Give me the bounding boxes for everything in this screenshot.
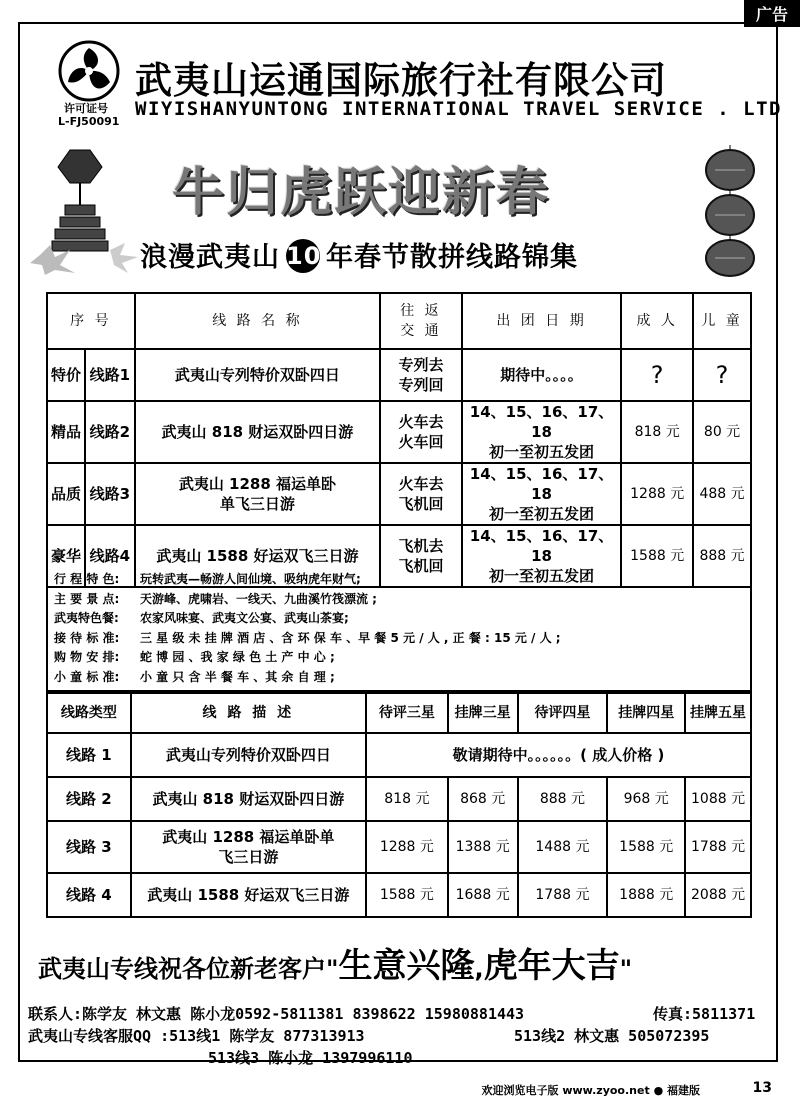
price-cell: 888 元 [518, 777, 608, 821]
child-price-cell: 488 元 [693, 463, 751, 525]
detail-line: 小 童 标 准: 小 童 只 含 半 餐 车 、其 余 自 理 ; [54, 669, 335, 684]
trip-details [46, 566, 752, 692]
table-row [47, 349, 751, 401]
price-cell: 1088 元 [685, 777, 751, 821]
route-name-cell: 武夷山 1288 福运单卧单飞三日游 [135, 463, 380, 525]
route-type-cell: 线路 2 [47, 777, 131, 821]
detail-line: 主 要 景 点: 天游峰、虎啸岩、一线天、九曲溪竹筏漂流 ; [54, 591, 377, 606]
qq-line-1: 武夷山专线客服QQ :513线1 陈学友 877313913 [28, 1027, 365, 1045]
header-cell: 出 团 日 期 [462, 293, 621, 349]
child-price-cell: ? [693, 349, 751, 401]
transport-cell: 火车去 飞机回 [380, 463, 462, 525]
banner-headline: 牛归虎跃迎新春 [172, 163, 551, 223]
company-name-en: WIYISHANYUNTONG INTERNATIONAL TRAVEL SERVICE . LTD [135, 98, 782, 120]
route-type-cell: 线路 1 [47, 733, 131, 777]
route-desc-cell: 武夷山专列特价双卧四日 [131, 733, 366, 777]
license-label: 许可证号 [64, 102, 108, 115]
slogan-part-2: 虎年大吉 [483, 946, 620, 986]
header-cell: 待评四星 [518, 693, 608, 733]
slogan-part-1: 生意兴隆 [338, 946, 475, 986]
route-desc-cell: 武夷山 818 财运双卧四日游 [131, 777, 366, 821]
table-header-row [47, 693, 751, 733]
hotel-price-table [46, 692, 752, 918]
route-number-cell: 线路1 [85, 349, 135, 401]
header-cell: 成 人 [621, 293, 693, 349]
category-cell: 特价 [47, 349, 85, 401]
ad-tag: 广告 [744, 0, 800, 27]
subtitle-before: 浪漫武夷山 [140, 242, 280, 273]
route-type-cell: 线路 3 [47, 821, 131, 873]
subtitle-number: 10 [286, 239, 320, 273]
company-name-cn: 武夷山运通国际旅行社有限公司 [135, 59, 667, 102]
category-cell: 豪华 [47, 525, 85, 587]
date-cell: 14、15、16、17、18 初一至初五发团 [462, 525, 621, 587]
qq-line-3: 513线3 陈小龙 1397996110 [208, 1049, 413, 1067]
detail-line: 武夷特色餐: 农家风味宴、武夷文公宴、武夷山茶宴; [54, 611, 349, 625]
header-cell: 挂牌四星 [607, 693, 685, 733]
table-header-row [47, 293, 751, 349]
contact-persons: 联系人:陈学友 林文惠 陈小龙0592-5811381 8398622 15980881443 [28, 1005, 525, 1023]
route-number-cell: 线路4 [85, 525, 135, 587]
route-price-table [46, 292, 752, 588]
date-cell: 14、15、16、17、18 初一至初五发团 [462, 463, 621, 525]
firecracker-icon [30, 145, 140, 275]
detail-line: 接 待 标 准: 三 星 级 未 挂 牌 酒 店 、含 环 保 车 、早 餐 5 元 / 人 , 正 餐 : 15 元 / 人 ; [54, 630, 561, 645]
lanterns-icon [695, 145, 765, 280]
child-price-cell: 888 元 [693, 525, 751, 587]
footer-site: 欢迎浏览电子版 www.zyoo.net ● 福建版 [481, 1084, 700, 1097]
child-price-cell: 80 元 [693, 401, 751, 463]
table-row [47, 463, 751, 525]
date-cell: 期待中。。。。 [462, 349, 621, 401]
greeting-slogan: 武夷山专线祝各位新老客户"生意兴隆,虎年大吉" [38, 946, 633, 986]
header-cell: 线 路 名 称 [135, 293, 380, 349]
price-cell: 1688 元 [448, 873, 518, 917]
header-cell: 往 返 交 通 [380, 293, 462, 349]
transport-cell: 专列去 专列回 [380, 349, 462, 401]
price-cell: 1788 元 [685, 821, 751, 873]
category-cell: 精品 [47, 401, 85, 463]
table-row [47, 401, 751, 463]
subtitle-after: 年春节散拼线路锦集 [326, 242, 578, 273]
price-cell: 1488 元 [518, 821, 608, 873]
qq-line-2: 513线2 林文惠 505072395 [514, 1027, 710, 1045]
route-name-cell: 武夷山专列特价双卧四日 [135, 349, 380, 401]
header-cell: 儿 童 [693, 293, 751, 349]
license-number: L-FJ50091 [58, 115, 120, 128]
price-note-cell: 敬请期待中。。。。。。( 成人价格 ) [366, 733, 751, 777]
transport-cell: 火车去 火车回 [380, 401, 462, 463]
table-row [47, 733, 751, 777]
page-footer [0, 1078, 800, 1100]
price-cell: 1788 元 [518, 873, 608, 917]
subtitle [140, 235, 578, 274]
license-block [58, 102, 119, 128]
adult-price-cell: ? [621, 349, 693, 401]
category-cell: 品质 [47, 463, 85, 525]
page-number: 13 [752, 1080, 772, 1096]
adult-price-cell: 818 元 [621, 401, 693, 463]
price-cell: 818 元 [366, 777, 448, 821]
route-number-cell: 线路2 [85, 401, 135, 463]
fax: 传真:5811371 [653, 1005, 756, 1023]
header-cell: 挂牌五星 [685, 693, 751, 733]
date-cell: 14、15、16、17、18 初一至初五发团 [462, 401, 621, 463]
header-cell: 线路类型 [47, 693, 131, 733]
table-row [47, 873, 751, 917]
table-row [47, 821, 751, 873]
detail-line: 购 物 安 排: 蛇 博 园 、我 家 绿 色 土 产 中 心 ; [54, 650, 335, 664]
route-type-cell: 线路 4 [47, 873, 131, 917]
route-desc-cell: 武夷山 1588 好运双飞三日游 [131, 873, 366, 917]
price-cell: 1588 元 [366, 873, 448, 917]
route-number-cell: 线路3 [85, 463, 135, 525]
price-cell: 968 元 [607, 777, 685, 821]
transport-cell: 飞机去 飞机回 [380, 525, 462, 587]
price-cell: 1588 元 [607, 821, 685, 873]
detail-line: 行 程 特 色: 玩转武夷—畅游人间仙境、吸纳虎年财气; [54, 572, 361, 586]
route-name-cell: 武夷山 818 财运双卧四日游 [135, 401, 380, 463]
price-cell: 2088 元 [685, 873, 751, 917]
price-cell: 1288 元 [366, 821, 448, 873]
header-cell: 序 号 [47, 293, 135, 349]
header-cell: 挂牌三星 [448, 693, 518, 733]
table-row [47, 777, 751, 821]
price-cell: 1388 元 [448, 821, 518, 873]
route-desc-cell: 武夷山 1288 福运单卧单飞三日游 [131, 821, 366, 873]
company-logo-icon [58, 40, 120, 102]
header-cell: 线 路 描 述 [131, 693, 366, 733]
price-cell: 1888 元 [607, 873, 685, 917]
header-cell: 待评三星 [366, 693, 448, 733]
adult-price-cell: 1288 元 [621, 463, 693, 525]
route-name-cell: 武夷山 1588 好运双飞三日游 [135, 525, 380, 587]
adult-price-cell: 1588 元 [621, 525, 693, 587]
price-cell: 868 元 [448, 777, 518, 821]
